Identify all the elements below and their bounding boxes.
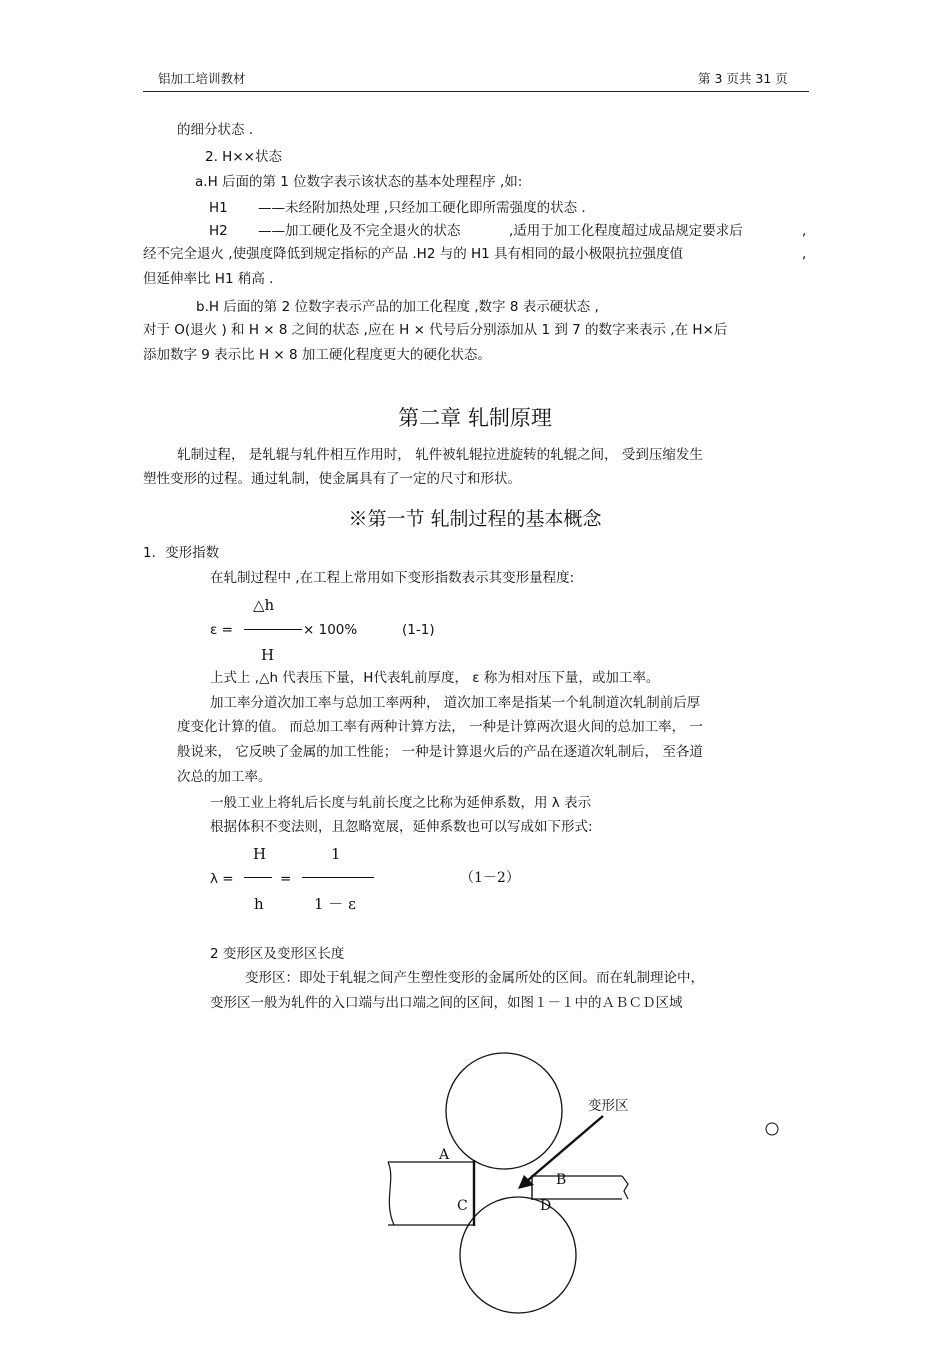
- formula-denominator: 1 － ε: [314, 895, 356, 913]
- text-line: 度变化计算的值。 而总加工率有两种计算方法， 一种是计算两次退火间的总加工率， 一: [177, 719, 703, 735]
- formula-rhs: × 100%: [303, 622, 358, 638]
- page-number: 第 3 页共 31 页: [698, 71, 788, 86]
- text-line: 在轧制过程中 ,在工程上常用如下变形指数表示其变形量程度:: [210, 570, 575, 586]
- text-line: 变形区：即处于轧辊之间产生塑性变形的金属所处的区间。而在轧制理论中，: [245, 970, 704, 986]
- text-line: 2. H××状态: [205, 149, 282, 165]
- text-line: H2: [209, 223, 228, 239]
- text-line: ——加工硬化及不完全退火的状态: [258, 223, 461, 239]
- formula-equals: =: [280, 871, 292, 887]
- subheading: 1．变形指数: [143, 545, 220, 561]
- header-title: 铝加工培训教材: [158, 71, 246, 86]
- formula-numerator: H: [253, 845, 267, 863]
- text-line: 变形区一般为轧件的入口端与出口端之间的区间，如图１－１中的ＡＢＣＤ区域: [210, 995, 683, 1011]
- label-d: D: [540, 1198, 552, 1214]
- exit-workpiece: [532, 1176, 628, 1199]
- chapter-title: 第二章 轧制原理: [398, 406, 552, 430]
- text-line: 添加数字 9 表示比 H × 8 加工硬化程度更大的硬化状态。: [143, 347, 491, 363]
- formula-lhs: ε =: [210, 622, 233, 638]
- formula-denominator: h: [254, 895, 264, 913]
- text-line: 一般工业上将轧后长度与轧前长度之比称为延伸系数，用 λ 表示: [210, 795, 592, 811]
- text-line: 但延伸率比 H1 稍高 .: [143, 271, 274, 287]
- section-title: ※第一节 轧制过程的基本概念: [348, 508, 602, 530]
- subheading: 2 变形区及变形区长度: [210, 946, 345, 962]
- text-line: 上式上 ,△h 代表压下量，H代表轧前厚度， ε 称为相对压下量，或加工率。: [210, 670, 660, 686]
- text-line: H1: [209, 200, 228, 216]
- text-line: 的细分状态 .: [177, 122, 254, 138]
- text-line: ,: [802, 246, 807, 262]
- label-c: C: [457, 1198, 468, 1214]
- text-line: ,: [802, 223, 807, 239]
- formula-tag: (1-1): [402, 622, 435, 638]
- formula-lhs: λ =: [210, 871, 234, 887]
- formula-numerator: 1: [331, 845, 341, 863]
- text-line: 塑性变形的过程。通过轧制，使金属具有了一定的尺寸和形状。: [143, 471, 521, 487]
- text-line: ,适用于加工化程度超过成品规定要求后: [509, 223, 743, 239]
- lower-roll: [460, 1197, 576, 1313]
- text-line: 轧制过程， 是轧辊与轧件相互作用时， 轧件被轧辊拉进旋转的轧辊之间， 受到压缩发生: [177, 447, 703, 463]
- upper-roll: [446, 1053, 562, 1169]
- text-line: ——未经附加热处理 ,只经加工硬化即所需强度的状态 .: [258, 200, 586, 216]
- text-line: 对于 O(退火 ) 和 H × 8 之间的状态 ,应在 H × 代号后分别添加从 1 到 7 的数字来表示 ,在 H×后: [143, 322, 728, 338]
- text-line: a.H 后面的第 1 位数字表示该状态的基本处理程序 ,如:: [195, 174, 523, 190]
- zone-label: 变形区: [588, 1098, 629, 1114]
- text-line: 加工率分道次加工率与总加工率两种， 道次加工率是指某一个轧制道次轧制前后厚: [210, 695, 701, 711]
- label-b: B: [556, 1172, 567, 1188]
- text-line: 经不完全退火 ,使强度降低到规定指标的产品 .H2 与的 H1 具有相同的最小极限抗拉强度值: [143, 246, 684, 262]
- text-line: 根据体积不变法则，且忽略宽展，延伸系数也可以写成如下形式:: [210, 819, 593, 835]
- text-line: 次总的加工率。: [177, 769, 272, 785]
- label-a: A: [439, 1147, 450, 1163]
- entry-workpiece: [388, 1162, 474, 1225]
- text-line: 般说来， 它反映了金属的加工性能； 一种是计算退火后的产品在逐道次轧制后， 至各道: [177, 744, 703, 760]
- margin-circle-mark: [766, 1123, 778, 1135]
- formula-tag: （1－2）: [460, 870, 520, 886]
- text-line: b.H 后面的第 2 位数字表示产品的加工化程度 ,数字 8 表示硬状态 ,: [196, 299, 599, 315]
- formula-numerator: △h: [253, 596, 275, 614]
- formula-denominator: H: [261, 646, 275, 664]
